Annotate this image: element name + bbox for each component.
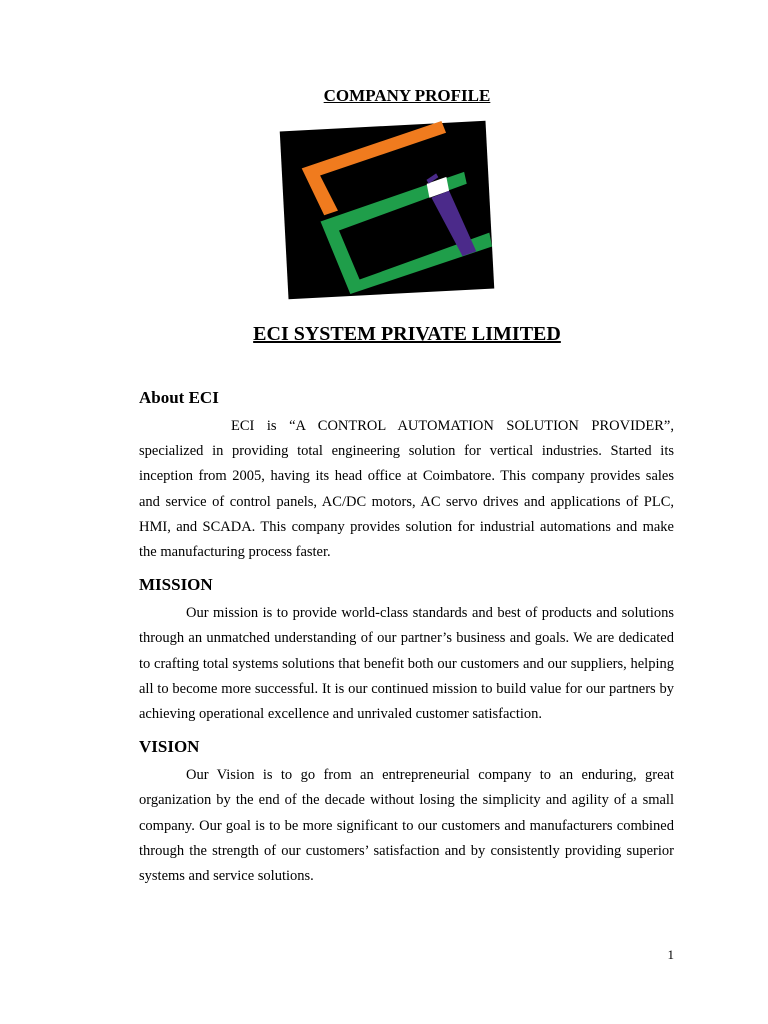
company-name: ECI SYSTEM PRIVATE LIMITED xyxy=(253,323,561,345)
about-heading: About ECI xyxy=(139,388,219,407)
mission-heading: MISSION xyxy=(139,575,213,595)
about-section xyxy=(139,386,674,565)
eci-logo-icon xyxy=(278,120,496,300)
about-paragraph: ECI is “A CONTROL AUTOMATION SOLUTION PROVIDER”, specialized in providing total engineering solution for vertical industries. Started its inception from 2005, having its head office at Coimbatore. This company provides sales and service of control panels, AC/DC motors, AC servo drives and applications of PLC, HMI, and SCADA. This company provides solution for industrial automations and make the manufacturing process faster. xyxy=(139,418,674,561)
vision-heading: VISION xyxy=(139,737,200,757)
mission-paragraph: Our mission is to provide world-class standards and best of products and solutions through an unmatched understanding of our partner’s business and goals. We are dedicated to crafting total systems solutions that benefit both our customers and our suppliers, helping all to become more successful. It is our continued mission to build value for our partners by achieving operational excellence and unrivaled customer satisfaction. xyxy=(139,605,674,723)
document-body xyxy=(139,386,674,889)
mission-section xyxy=(139,573,674,727)
page-title: COMPANY PROFILE xyxy=(323,86,491,105)
vision-section xyxy=(139,735,674,889)
page-number: 1 xyxy=(667,947,674,962)
vision-paragraph: Our Vision is to go from an entrepreneurial company to an enduring, great organization by the end of the decade without losing the simplicity and agility of a small company. Our goal is to be more significant to our customers and manufacturers combined through the strength of our customers’ satisfaction and by consistently providing superior systems and service solutions. xyxy=(139,767,674,885)
